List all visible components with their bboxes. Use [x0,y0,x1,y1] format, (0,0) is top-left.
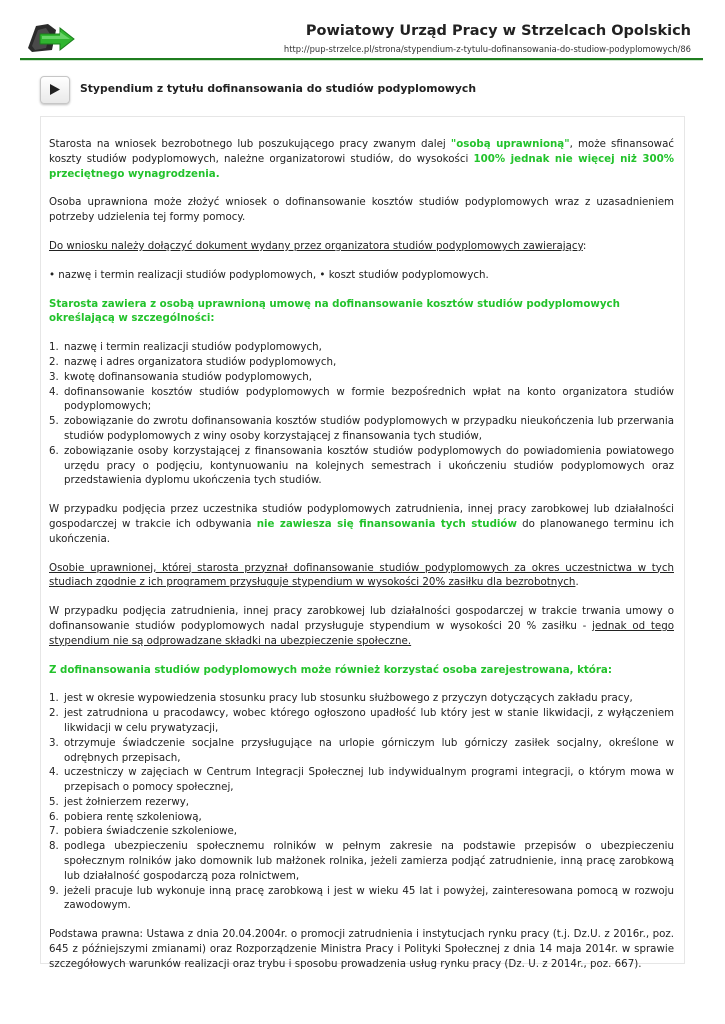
paragraph-application: Osoba uprawniona może złożyć wniosek o dofinansowanie kosztów studiów podyplomowych wraz z uzasadnieniem potrzeby udzielenia tej formy pomocy. [49,196,674,224]
list-item-number: 6. [49,444,59,457]
underlined-text: jednak od tego stypendium nie są odprowadzane składki na ubezpieczenie społeczne. [49,619,674,647]
list-item-text: jest żołnierzem rezerwy, [64,795,190,808]
list-item [49,824,674,839]
list-item [49,736,674,766]
text: W przypadku podjęcia zatrudnienia, innej pracy zarobkowej lub działalności gospodarczej w trakcie trwania umowy o dofinansowanie studiów podyplomowych nadal przysługuje stypendium w wysokości 20 % zasiłku - [49,605,674,632]
highlight-text: nie zawiesza się finansowania tych studiów [256,517,517,530]
list-item-text: pobiera rentę szkoleniową, [64,810,202,823]
list-item-number: 4. [49,766,59,779]
highlight-text: 100% jednak nie więcej niż 300% przeciętnego wynagrodzenia. [49,152,674,180]
play-arrow-icon[interactable] [40,76,70,104]
list-item [49,691,674,706]
list-item-number: 7. [49,825,59,838]
text: do planowanego terminu ich ukończenia. [49,517,675,545]
eligible-list [49,691,674,913]
list-item [49,839,674,883]
list-item-number: 2. [49,355,59,368]
list-item-number: 3. [49,370,59,383]
list-item-text: podlega ubezpieczeniu społecznemu rolników w pełnym zakresie na podstawie przepisów o ubezpieczeniu społecznym rolników jako domownik lub małżonek rolnika, jeżeli zamierza podjąć zatrudnienie, inną pracę zarobkową lub działalność gospodarczą poza rolnictwem, [64,840,674,882]
paragraph-attachment [49,239,674,254]
section-heading-eligible: Z dofinansowania studiów podyplomowych może również korzystać osoba zarejestrowana, która: [49,663,612,676]
list-item-number: 6. [49,810,59,823]
text: : [582,239,587,252]
text: Starosta na wniosek bezrobotnego lub poszukującego pracy zwanym dalej [49,138,451,150]
list-item [49,706,674,736]
highlight-text: "osobą uprawnioną" [450,138,570,150]
list-item-number: 5. [49,415,59,428]
list-item-text: kwotę dofinansowania studiów podyplomowych, [64,370,313,383]
underlined-text: Do wniosku należy dołączyć dokument wydany przez organizatora studiów podyplomowych zawierający [49,239,583,252]
paragraph-stipend [49,561,674,591]
list-item-text: uczestniczy w zajęciach w Centrum Integracji Społecznej lub indywidualnym programi integracji, o którym mowa w przepisach o pomocy społecznej, [64,766,674,794]
site-header [0,0,725,64]
site-url: http://pup-strzelce.pl/strona/stypendium-z-tytulu-dofinansowania-do-studiow-podyplomowych/86 [283,44,691,54]
list-item-number: 5. [49,795,59,808]
list-item [49,765,674,795]
paragraph-stipend-employment [49,604,674,648]
list-item-number: 1. [49,692,59,705]
list-item-text: jest w okresie wypowiedzenia stosunku pracy lub stosunku służbowego z przyczyn dotyczących zakładu pracy, [64,692,633,705]
list-item-number: 8. [49,840,59,853]
article-content [49,137,674,986]
list-item-text: dofinansowanie kosztów studiów podyplomowych w formie bezpośrednich wpłat na konto organizatora studiów podyplomowych; [64,385,674,413]
list-item-text: jest zatrudniona u pracodawcy, wobec którego ogłoszono upadłość lub który jest w stanie likwidacji, z wyłączeniem likwidacji w celu prywatyzacji, [64,707,674,734]
list-item-text: pobiera świadczenie szkoleniowe, [64,825,238,838]
paragraph-intro [49,137,674,181]
underlined-text: Osobie uprawnionej, której starosta przyznał dofinansowanie studiów podyplomowych za okres uczestnictwa w tych studiach zgodnie z ich programem przysługuje stypendium w wysokości 20% zasiłku dla bezrobotnych [49,561,674,589]
site-title: Powiatowy Urząd Pracy w Strzelcach Opolskich [305,23,691,39]
paragraph-employment [49,502,674,546]
text: , może sfinansować koszty studiów podyplomowych, należne organizatorowi studiów, do wysokości [49,138,674,165]
paragraph-bullets: • nazwę i termin realizacji studiów podyplomowych, • koszt studiów podyplomowych. [49,268,489,281]
paragraph-legal-basis: Podstawa prawna: Ustawa z dnia 20.04.2004r. o promocji zatrudnienia i instytucjach rynku pracy (t.j. Dz.U. z 2016r., poz. 645 z późniejszymi zmianami) oraz Rozporządzenie Ministra Pracy i Polityki Społecznej z dnia 14 maja 2014r. w sprawie szczegółowych warunków realizacji oraz trybu i sposobu prowadzenia usług rynku pracy (Dz. U. z 2014r., poz. 667). [49,928,674,970]
text: W przypadku podjęcia przez uczestnika studiów podyplomowych zatrudnienia, innej pracy zarobkowej lub działalności gospodarczej w trakcie ich odbywania [49,503,674,530]
list-item [49,810,674,825]
section-heading-agreement: Starosta zawiera z osobą uprawnioną umowę na dofinansowanie kosztów studiów podyplomowych określającą w szczególności: [49,297,620,325]
list-item-text: otrzymuje świadczenie socjalne przysługujące na urlopie górniczym lub górniczy zasiłek socjalny, określone w odrębnych przepisach, [64,736,674,764]
list-item-text: zobowiązanie do zwrotu dofinansowania kosztów studiów podyplomowych w przypadku nieukończenia lub przerwania studiów podyplomowych z winy osoby korzystającej z finansowania tych studiów, [64,415,674,442]
list-item-number: 4. [49,385,59,398]
header-divider-shadow [20,60,703,61]
page-title: Stypendium z tytułu dofinansowania do studiów podyplomowych [80,82,477,95]
list-item-number: 1. [49,341,59,354]
list-item-number: 9. [49,884,59,897]
list-item-text: jeżeli pracuje lub wykonuje inną pracę zarobkową i jest w wieku 45 lat i powyżej, zainteresowana pomocą w rozwoju zawodowym. [64,884,674,912]
list-item [49,340,674,355]
list-item [49,884,674,914]
list-item [49,414,674,444]
page-title-row [40,76,690,106]
list-item-number: 2. [49,707,59,720]
list-item [49,795,674,810]
list-item [49,444,674,488]
list-item [49,370,674,385]
list-item-number: 3. [49,736,59,749]
list-item [49,355,674,370]
pup-logo-arrow-icon[interactable] [26,22,76,54]
agreement-list [49,340,674,488]
list-item [49,385,674,415]
list-item-text: zobowiązanie osoby korzystającej z finansowania kosztów studiów podyplomowych do powiadomienia powiatowego urzędu pracy o podjęciu, kontynuowaniu na kolejnych semestrach i ukończeniu studiów podyplomowych oraz przedstawienia dyplomu ukończenia tych studiów. [64,444,674,487]
list-item-text: nazwę i termin realizacji studiów podyplomowych, [64,341,322,354]
list-item-text: nazwę i adres organizatora studiów podyplomowych, [64,355,337,368]
text: . [575,576,579,589]
